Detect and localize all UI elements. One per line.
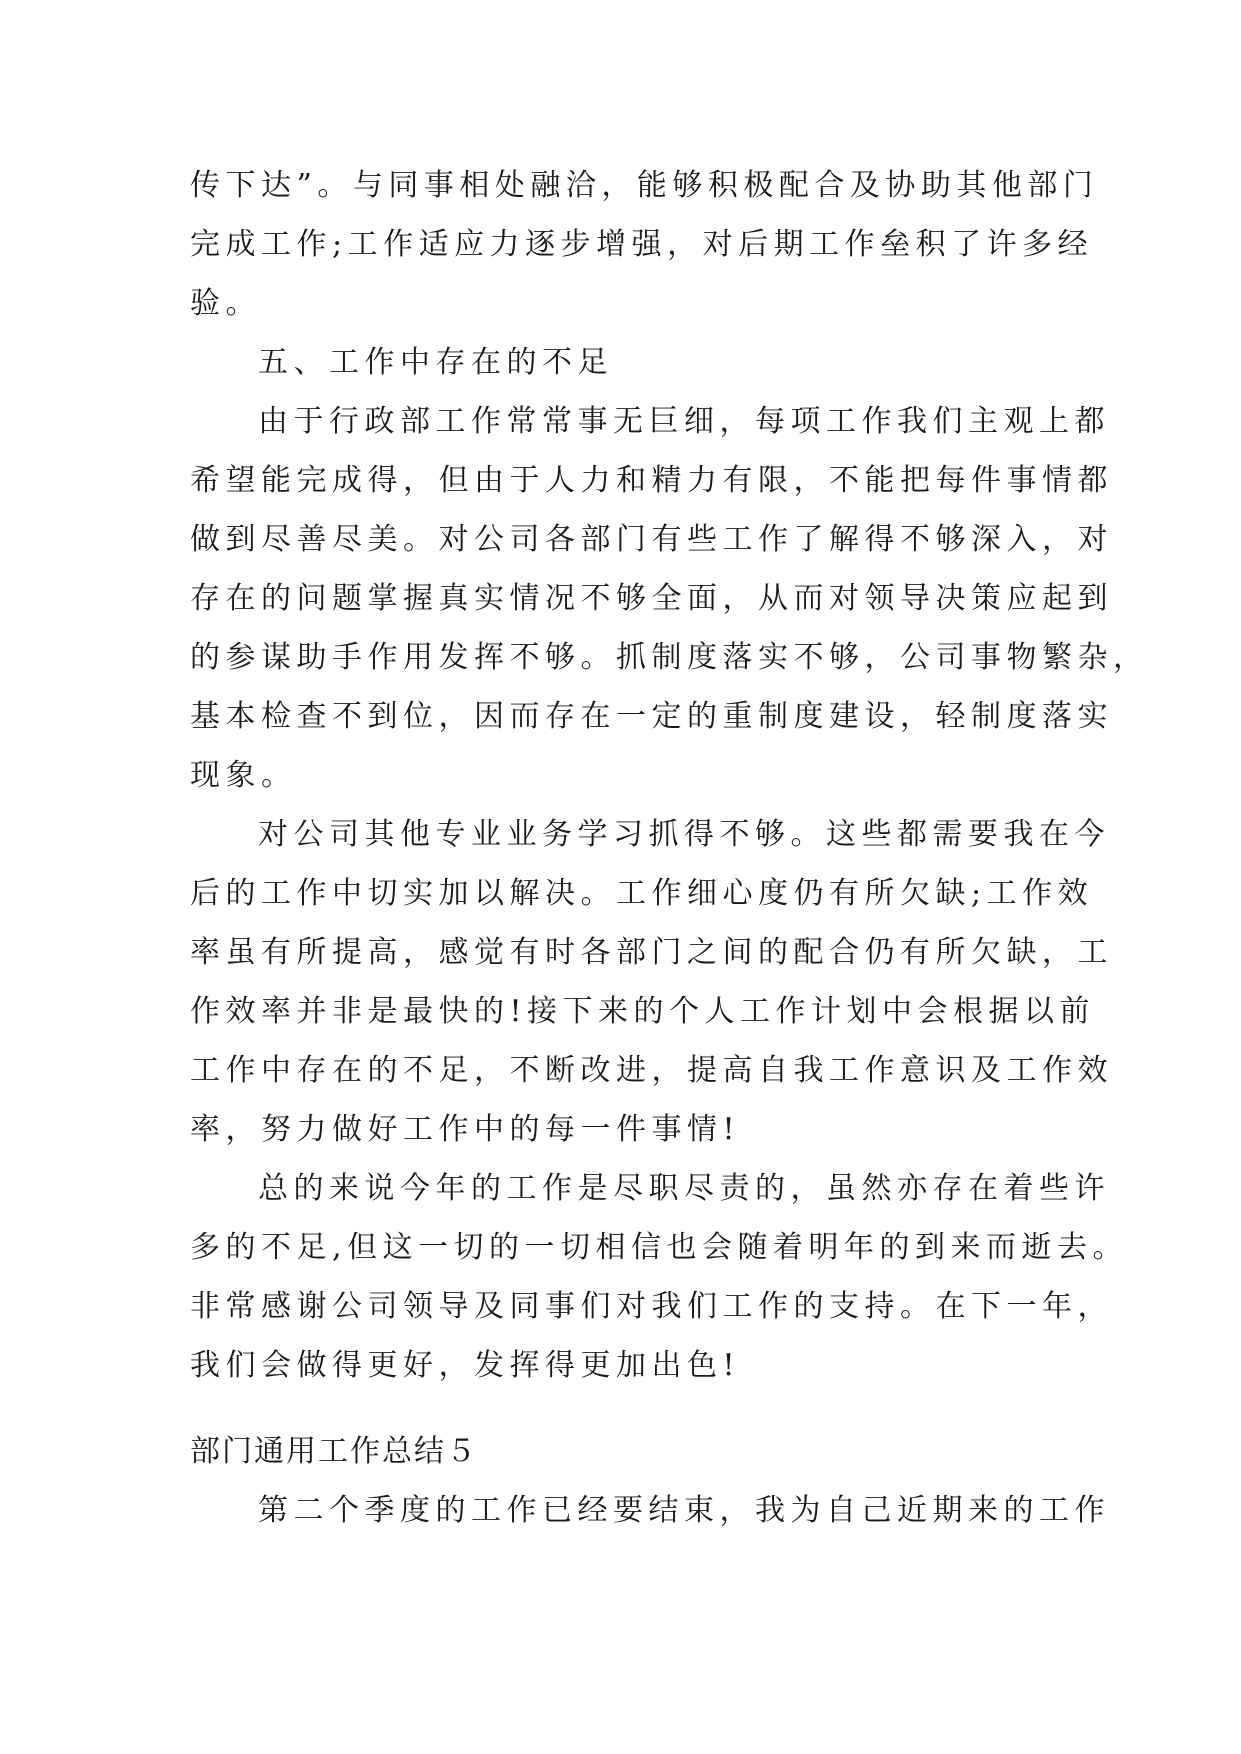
paragraph-line: 非常感谢公司领导及同事们对我们工作的支持。在下一年， [190,1289,1113,1324]
paragraph-line: 存在的问题掌握真实情况不够全面，从而对领导决策应起到 [190,581,1113,616]
paragraph-line: 验。 [190,286,261,321]
paragraph-line: 对公司其他专业业务学习抓得不够。这些都需要我在今 [258,817,1110,852]
paragraph-line: 做到尽善尽美。对公司各部门有些工作了解得不够深入，对 [190,522,1113,557]
paragraph-line: 多的不足,但这一切的一切相信也会随着明年的到来而逝去。 [190,1230,1129,1265]
paragraph-line: 现象。 [190,758,297,793]
paragraph-line: 完成工作;工作适应力逐步增强，对后期工作垒积了许多经 [190,227,1094,262]
paragraph-line: 的参谋助手作用发挥不够。抓制度落实不够，公司事物繁杂， [190,640,1149,675]
paragraph-line: 总的来说今年的工作是尽职尽责的，虽然亦存在着些许 [258,1171,1110,1206]
section-heading: 五、工作中存在的不足 [258,345,613,380]
paragraph-line: 率，努力做好工作中的每一件事情! [190,1112,741,1147]
paragraph-line: 由于行政部工作常常事无巨细，每项工作我们主观上都 [258,404,1110,439]
paragraph-line: 工作中存在的不足，不断改进，提高自我工作意识及工作效 [190,1053,1113,1088]
paragraph-line: 基本检查不到位，因而存在一定的重制度建设，轻制度落实 [190,699,1113,734]
paragraph-line: 传下达”。与同事相处融洽，能够积极配合及协助其他部门 [190,168,1099,203]
paragraph-line: 作效率并非是最快的!接下来的个人工作计划中会根据以前 [190,994,1096,1029]
section-title: 部门通用工作总结５ [190,1434,478,1469]
paragraph-line: 率虽有所提高，感觉有时各部门之间的配合仍有所欠缺，工 [190,935,1113,970]
paragraph-line: 我们会做得更好，发挥得更加出色! [190,1348,741,1383]
paragraph-line: 希望能完成得，但由于人力和精力有限，不能把每件事情都 [190,463,1113,498]
paragraph-line: 后的工作中切实加以解决。工作细心度仍有所欠缺;工作效 [190,876,1094,911]
paragraph-line: 第二个季度的工作已经要结束，我为自己近期来的工作 [258,1493,1110,1528]
